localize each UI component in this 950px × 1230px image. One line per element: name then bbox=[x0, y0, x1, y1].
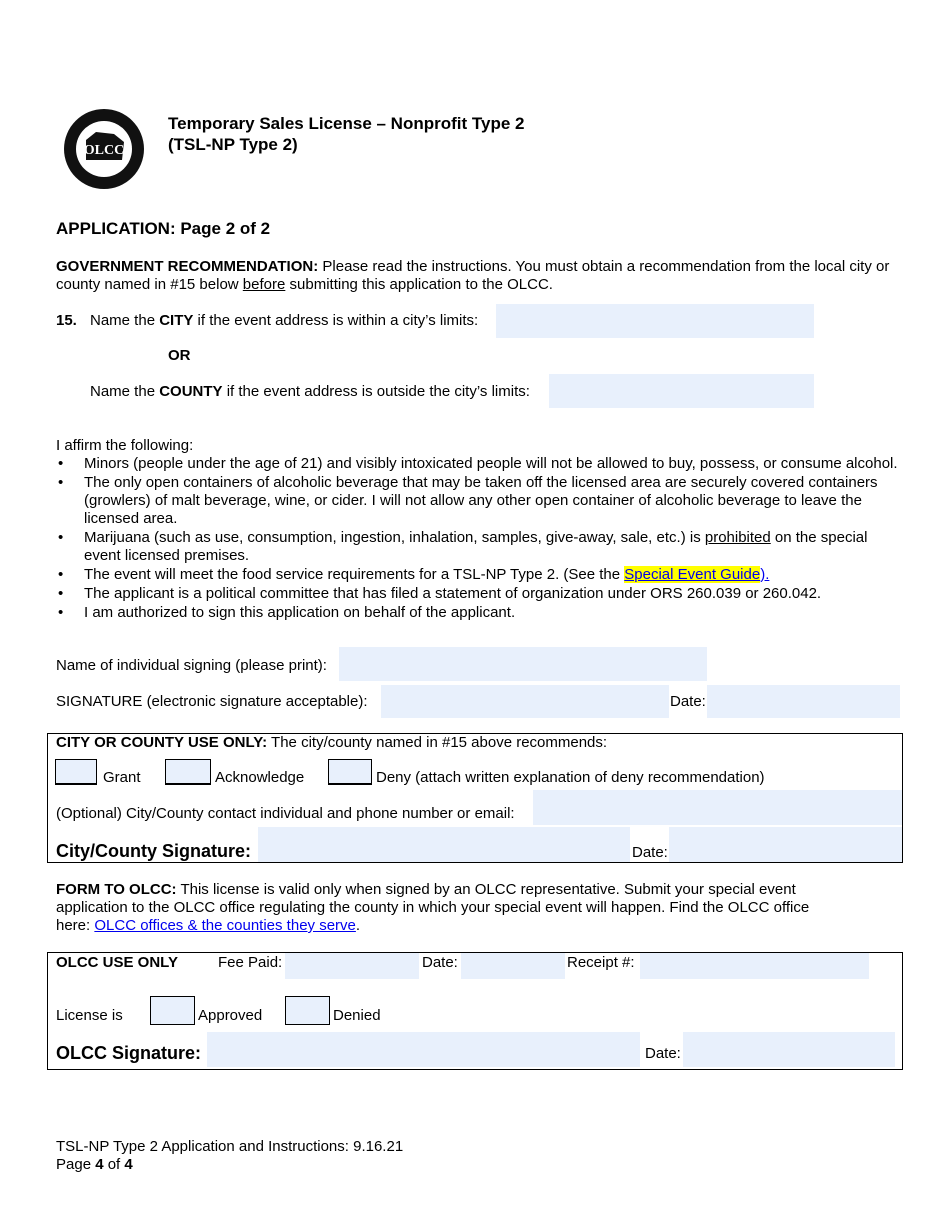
signature-label: SIGNATURE (electronic signature acceptable): bbox=[56, 693, 368, 710]
q15-city-label bbox=[90, 312, 478, 329]
gov-rec-text: Please read the instructions. You must obtain a recommendation from the local city or county named in #15 below bbox=[56, 258, 890, 293]
olcc-signature-field[interactable] bbox=[207, 1032, 640, 1067]
city-signature-label: City/County Signature: bbox=[56, 841, 252, 861]
denied-checkbox[interactable] bbox=[285, 996, 330, 1025]
q15-county-text: Name the bbox=[90, 383, 160, 400]
signer-name-label: Name of individual signing (please print): bbox=[56, 657, 327, 674]
deny-checkbox[interactable] bbox=[328, 759, 372, 785]
footer-page bbox=[56, 1156, 403, 1174]
signer-name-field[interactable] bbox=[339, 647, 707, 681]
olcc-offices-link[interactable]: OLCC offices & the counties they serve bbox=[94, 917, 356, 934]
city-signature-date-label: Date: bbox=[632, 844, 668, 861]
q15-county-label bbox=[90, 383, 530, 400]
affirm-marijuana-text: Marijuana (such as use, consumption, ingestion, inhalation, samples, give-away, sale, etc.) is bbox=[84, 529, 705, 546]
city-signature-date-field[interactable] bbox=[669, 827, 902, 862]
city-signature-field[interactable] bbox=[258, 827, 630, 862]
fee-paid-label: Fee Paid: bbox=[218, 954, 283, 971]
form-to-olcc-text bbox=[56, 881, 846, 935]
acknowledge-label: Acknowledge bbox=[215, 769, 305, 786]
gov-rec-text-end: submitting this application to the OLCC. bbox=[285, 276, 553, 293]
form-to-olcc-body: This license is valid only when signed by an OLCC representative. Submit your special event application to the OLCC office regulating the county in which your special event will happen. Find the OLCC office here: bbox=[56, 881, 810, 934]
receipt-field[interactable] bbox=[640, 953, 869, 979]
affirm-item-minors: • Minors (people under the age of 21) and visibly intoxicated people will not be allowed to buy, possess, or consume alcohol. bbox=[56, 455, 906, 473]
footer-page-total: 4 bbox=[124, 1156, 133, 1173]
olcc-signature-date-label: Date: bbox=[645, 1045, 681, 1062]
affirm-marijuana-text-end: on the special event licensed premises. bbox=[84, 529, 868, 564]
q15-city-text-end: if the event address is within a city’s limits: bbox=[193, 312, 479, 329]
form-to-olcc-label: FORM TO OLCC: bbox=[56, 881, 177, 898]
svg-text:OLCC: OLCC bbox=[83, 143, 125, 158]
affirm-prohibited: prohibited bbox=[704, 529, 771, 546]
footer-page-of: of bbox=[103, 1156, 125, 1173]
footer-page-text: Page bbox=[56, 1156, 96, 1173]
q15-or: OR bbox=[168, 347, 191, 364]
approved-label: Approved bbox=[198, 1007, 263, 1024]
olcc-signature-label: OLCC Signature: bbox=[56, 1043, 202, 1063]
olcc-signature-date-field[interactable] bbox=[683, 1032, 895, 1067]
affirm-intro: I affirm the following: bbox=[56, 437, 194, 454]
gov-recommendation-text bbox=[56, 258, 896, 294]
signature-date-field[interactable] bbox=[707, 685, 900, 718]
license-is-label: License is bbox=[56, 1007, 123, 1024]
form-to-olcc-end: . bbox=[355, 917, 361, 934]
application-heading: APPLICATION: Page 2 of 2 bbox=[56, 219, 271, 238]
affirm-food-text-end: ). bbox=[760, 566, 770, 583]
olcc-date-field[interactable] bbox=[461, 953, 565, 979]
q15-city-bold: CITY bbox=[159, 312, 194, 329]
gov-rec-before: before bbox=[242, 276, 286, 293]
city-name-field[interactable] bbox=[496, 304, 814, 338]
form-title-line2: (TSL-NP Type 2) bbox=[168, 135, 298, 154]
special-event-guide-link[interactable]: Special Event Guide bbox=[624, 566, 761, 583]
footer-page-num: 4 bbox=[95, 1156, 104, 1173]
city-county-label: CITY OR COUNTY USE ONLY: bbox=[56, 734, 268, 751]
olcc-date-label: Date: bbox=[422, 954, 458, 971]
grant-checkbox[interactable] bbox=[55, 759, 97, 785]
affirm-item-committee: • The applicant is a political committee that has filed a statement of organization under ORS 260.039 or 260.042. bbox=[56, 585, 906, 603]
fee-paid-field[interactable] bbox=[285, 953, 419, 979]
olcc-use-label: OLCC USE ONLY bbox=[56, 954, 178, 971]
q15-county-text-end: if the event address is outside the city’s limits: bbox=[222, 383, 530, 400]
affirm-item-marijuana bbox=[56, 529, 906, 565]
denied-label: Denied bbox=[333, 1007, 381, 1024]
city-contact-field[interactable] bbox=[533, 790, 902, 825]
city-county-heading bbox=[56, 734, 607, 751]
affirm-list bbox=[56, 455, 906, 623]
form-title-line1: Temporary Sales License – Nonprofit Type 2 bbox=[168, 114, 525, 133]
q15-county-bold: COUNTY bbox=[159, 383, 223, 400]
deny-label: Deny (attach written explanation of deny recommendation) bbox=[376, 769, 765, 786]
olcc-logo bbox=[56, 106, 152, 192]
city-county-text: The city/county named in #15 above recommends: bbox=[267, 734, 608, 751]
acknowledge-checkbox[interactable] bbox=[165, 759, 211, 785]
q15-number: 15. bbox=[56, 312, 77, 329]
city-contact-label: (Optional) City/County contact individual and phone number or email: bbox=[56, 805, 515, 822]
affirm-item-food bbox=[56, 566, 906, 584]
receipt-label: Receipt #: bbox=[567, 954, 635, 971]
affirm-item-authorized: • I am authorized to sign this application on behalf of the applicant. bbox=[56, 604, 906, 622]
q15-city-text: Name the bbox=[90, 312, 160, 329]
footer bbox=[56, 1138, 403, 1174]
footer-version: TSL-NP Type 2 Application and Instructions: 9.16.21 bbox=[56, 1138, 404, 1155]
approved-checkbox[interactable] bbox=[150, 996, 195, 1025]
gov-rec-label: GOVERNMENT RECOMMENDATION: bbox=[56, 258, 319, 275]
signature-field[interactable] bbox=[381, 685, 669, 718]
county-name-field[interactable] bbox=[549, 374, 814, 408]
grant-label: Grant bbox=[103, 769, 141, 786]
form-title bbox=[168, 113, 524, 155]
affirm-food-text: The event will meet the food service requirements for a TSL-NP Type 2. (See the bbox=[84, 566, 625, 583]
signature-date-label: Date: bbox=[670, 693, 706, 710]
affirm-item-containers: • The only open containers of alcoholic beverage that may be taken off the licensed area are securely covered containers (growlers) of malt beverage, wine, or cider. I will not allow any other open container of alcoholic beverage to leave the licensed area. bbox=[56, 474, 906, 528]
